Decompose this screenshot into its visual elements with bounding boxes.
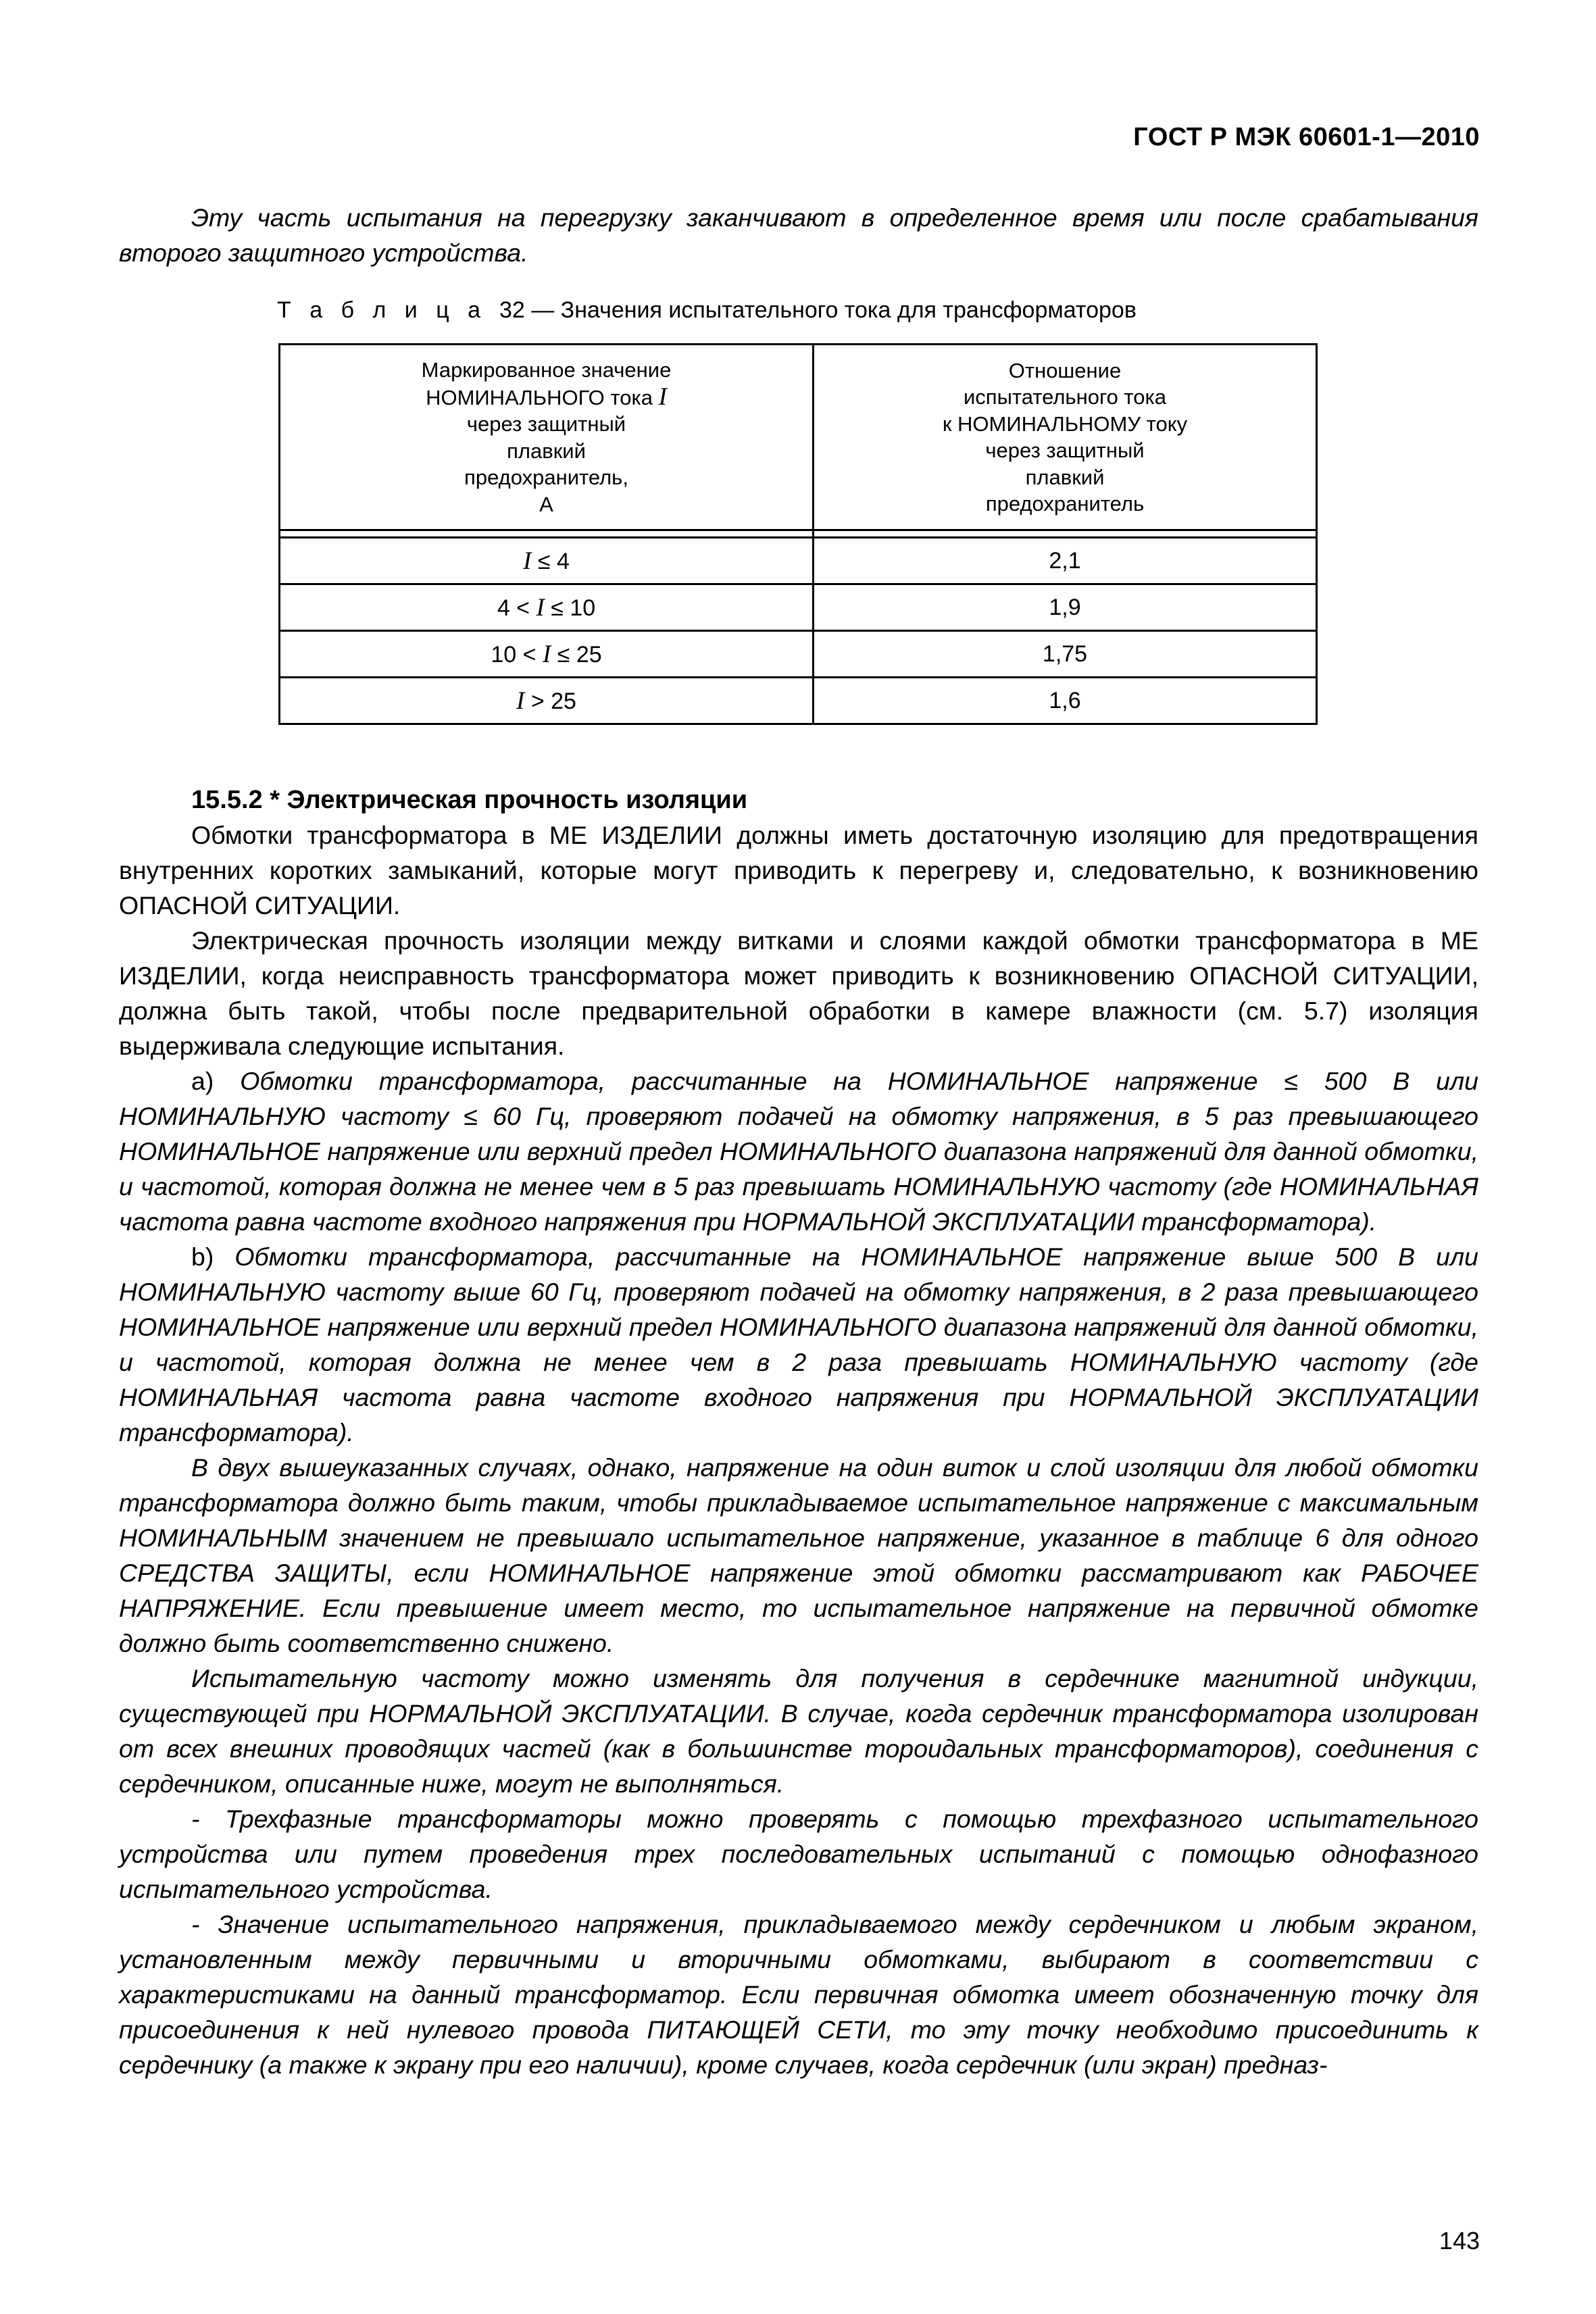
table-row — [280, 678, 1317, 724]
standard-designation: ГОСТ Р МЭК 60601-1—2010 — [1133, 123, 1480, 151]
table-header-row — [280, 345, 1317, 530]
paragraph: Электрическая прочность изоляции между витками и слоями каждой обмотки трансформатора в МЕ ИЗДЕЛИИ, когда неисправность трансформатора может приводить к возникновению ОПАСНОЙ СИТУАЦИИ, должна быть такой, чтобы после предварительной обработки в камере влажности (см. 5.7) изоляция выдерживала следующие испытания. — [119, 926, 1478, 1060]
current-range-cell: 10 < I ≤ 25 — [280, 631, 814, 678]
list-item-a: a) Обмотки трансформатора, рассчитанные на НОМИНАЛЬНОЕ напряжение ≤ 500 В или НОМИНАЛЬНУЮ частоту ≤ 60 Гц, проверяют подачей на обмотку напряжения, в 5 раз превышающего НОМИНАЛЬНОЕ напряжение или верхний предел НОМИНАЛЬНОГО диапазона напряжений для данной обмотки, и частотой, которая должна не менее чем в 5 раз превышать НОМИНАЛЬНУЮ частоту (где НОМИНАЛЬНАЯ частота равна частоте входного напряжения при НОРМАЛЬНОЙ ЭКСПЛУАТАЦИИ трансформатора). — [119, 1067, 1478, 1236]
list-item-b: b) Обмотки трансформатора, рассчитанные на НОМИНАЛЬНОЕ напряжение выше 500 В или НОМИНАЛЬНУЮ частоту выше 60 Гц, проверяют подачей на обмотку напряжения, в 2 раза превышающего НОМИНАЛЬНОЕ напряжение или верхний предел НОМИНАЛЬНОГО диапазона напряжений для данной обмотки, и частотой, которая должна не менее чем в 2 раза превышать НОМИНАЛЬНУЮ частоту (где НОМИНАЛЬНАЯ частота равна частоте входного напряжения при НОРМАЛЬНОЙ ЭКСПЛУАТАЦИИ трансформатора). — [119, 1242, 1479, 1447]
current-range-cell: 4 < I ≤ 10 — [280, 584, 814, 631]
paragraph: Испытательную частоту можно изменять для получения в сердечнике магнитной индукции, существующей при НОРМАЛЬНОЙ ЭКСПЛУАТАЦИИ. В случае, когда сердечник трансформатора изолирован от всех внешних проводящих частей (как в большинстве тороидальных трансформаторов), соединения с сердечником, описанные ниже, могут не выполняться. — [119, 1664, 1478, 1798]
table-row — [280, 631, 1317, 678]
table-caption-text: 32 — Значения испытательного тока для трансформаторов — [499, 297, 1137, 323]
table-caption-prefix: Т а б л и ц а — [277, 297, 487, 323]
ratio-cell: 1,6 — [814, 678, 1317, 724]
ratio-cell: 1,75 — [814, 631, 1317, 678]
current-range-cell: I > 25 — [280, 678, 814, 724]
test-current-table — [278, 343, 1318, 725]
paragraph: Обмотки трансформатора в МЕ ИЗДЕЛИИ должны иметь достаточную изоляцию для предотвращения внутренних коротких замыканий, которые могут приводить к перегреву и, следовательно, к возникновению ОПАСНОЙ СИТУАЦИИ. — [119, 821, 1478, 920]
page-number: 143 — [1439, 2227, 1480, 2255]
section-heading: 15.5.2 * Электрическая прочность изоляции — [191, 786, 748, 814]
section-15-5-2 — [119, 782, 1478, 2082]
current-range-cell: I ≤ 4 — [280, 538, 814, 584]
ratio-cell: 1,9 — [814, 584, 1317, 631]
table-header-separator — [280, 530, 1317, 538]
intro-block — [119, 200, 1478, 270]
paragraph: В двух вышеуказанных случаях, однако, напряжение на один виток и слой изоляции для любой обмотки трансформатора должно быть таким, чтобы прикладываемое испытательное напряжение с максимальным НОМИНАЛЬНЫМ значением не превышало испытательное напряжение, указанное в таблице 6 для одного СРЕДСТВА ЗАЩИТЫ, если НОМИНАЛЬНОЕ напряжение этой обмотки рассматривают как РАБОЧЕЕ НАПРЯЖЕНИЕ. Если превышение имеет место, то испытательное напряжение на первичной обмотке должно быть соответственно снижено. — [119, 1453, 1478, 1657]
table-caption — [277, 297, 1137, 324]
paragraph: - Трехфазные трансформаторы можно проверять с помощью трехфазного испытательного устройства или путем проведения трех последовательных испытаний с помощью однофазного испытательного устройства. — [119, 1805, 1478, 1903]
intro-paragraph: Эту часть испытания на перегрузку заканчивают в определенное время или после срабатывания второго защитного устройства. — [119, 203, 1478, 267]
table-header-col1: Маркированное значение НОМИНАЛЬНОГО тока I через защитный плавкий предохранитель, А — [280, 345, 814, 530]
table-row — [280, 538, 1317, 584]
table-row — [280, 584, 1317, 631]
paragraph: - Значение испытательного напряжения, прикладываемого между сердечником и любым экраном, установленным между первичными и вторичными обмотками, выбирают в соответствии с характеристиками на данный трансформатор. Если первичная обмотка имеет обозначенную точку для присоединения к ней нулевого провода ПИТАЮЩЕЙ СЕТИ, то эту точку необходимо присоединить к сердечнику (а также к экрану при его наличии), кроме случаев, когда сердечник (или экран) предназ- — [119, 1910, 1478, 2079]
table-header-col2: Отношение испытательного тока к НОМИНАЛЬНОМУ току через защитный плавкий предохранитель — [814, 345, 1317, 530]
ratio-cell: 2,1 — [814, 538, 1317, 584]
